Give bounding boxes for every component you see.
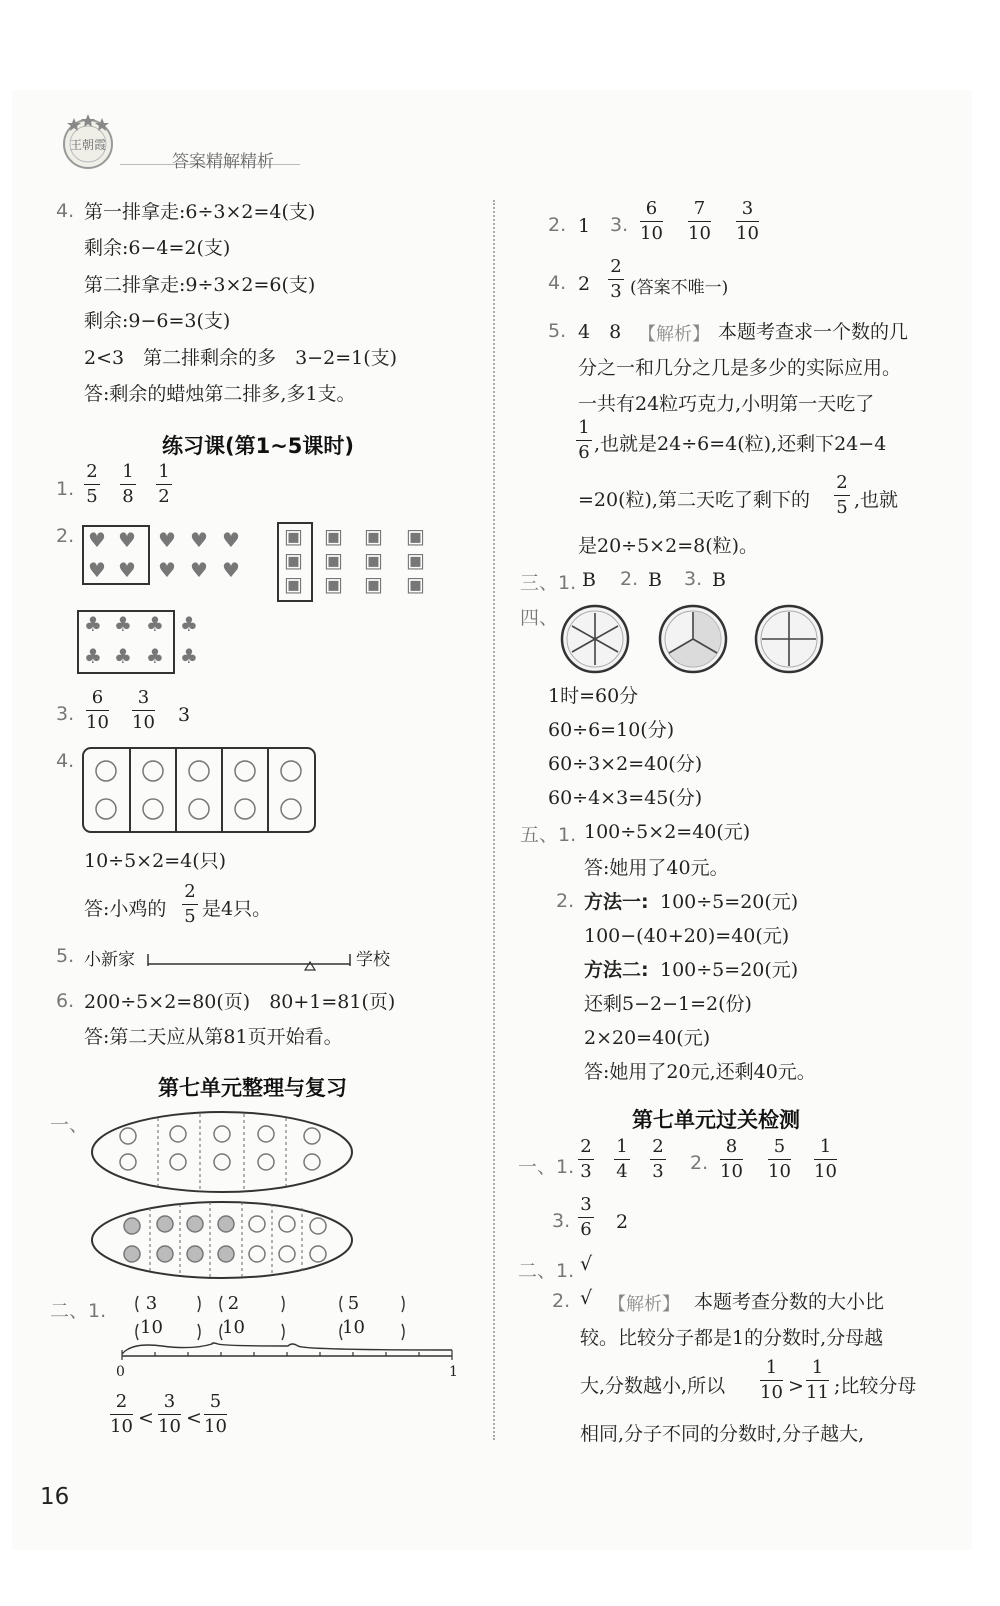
review-section-1: 一、 (50, 1114, 89, 1136)
check-tag: 【解析】 (608, 1294, 680, 1315)
r5-head: 4 8 (578, 321, 622, 343)
method-1-label: 方法一: (584, 891, 649, 913)
p4-answer-pre: 答:小鸡的 (84, 898, 167, 920)
check-mark-2: √ (580, 1287, 593, 1309)
axis-end-label: 1 (449, 1364, 458, 1380)
q4-line-4: 剩余:9−6=3(支) (84, 310, 231, 332)
check-frac-6: 1 10 (814, 1136, 837, 1182)
check-extra-3: 2 (616, 1211, 629, 1233)
cube-icon: ▣ (284, 572, 303, 596)
pineapple-icon: ♣ (84, 612, 102, 636)
p5-distance-line (146, 950, 352, 972)
check-para-3-post: ;比较分母 (834, 1375, 917, 1397)
check-title: 第七单元过关检测 (632, 1108, 800, 1132)
r-section-5-num-2: 2. (556, 890, 575, 912)
r5-line-6: 是20÷5×2=8(粒)。 (578, 535, 759, 557)
q4-number: 4. (56, 200, 75, 222)
r4-frac: 2 3 (608, 257, 624, 302)
r2-number: 2. (548, 214, 567, 236)
check-frac-1: 2 3 (578, 1137, 594, 1182)
strawberry-icon: ♥ (118, 558, 136, 582)
check-para-1: 本题考查分数的大小比 (694, 1291, 885, 1313)
check-para-3-pre: 大,分数越小,所以 (580, 1375, 726, 1397)
method-2-label: 方法二: (584, 959, 649, 981)
p5-number: 5. (56, 945, 75, 967)
column-divider (493, 200, 495, 1440)
pineapple-icon: ♣ (84, 644, 102, 668)
clock-icon (754, 604, 824, 674)
p2-number: 2. (56, 525, 75, 547)
check-frac-7: 3 6 (578, 1195, 594, 1240)
fruit-ellipse-figure (90, 1200, 354, 1280)
q4-line-3: 第二排拿走:9÷3×2=6(支) (84, 274, 316, 296)
header-title: 答案精解精析 (172, 152, 274, 172)
r-section-4-line-2: 60÷6=10(分) (548, 719, 675, 741)
r2-answer: 1 (578, 215, 591, 237)
r-section-4-label: 四、 (520, 607, 559, 629)
strawberry-icon: ♥ (118, 528, 136, 552)
blank-frac-1: 3 10 (140, 1293, 163, 1338)
p1-frac-2: 1 8 (120, 462, 136, 507)
check-frac-3: 2 3 (650, 1137, 666, 1182)
pineapple-icon: ♣ (114, 644, 132, 668)
compare-frac-3: 5 10 (204, 1391, 227, 1437)
r4-answer: 2 (578, 273, 591, 295)
r3-frac-3: 3 10 (736, 198, 759, 244)
cube-icon: ▣ (284, 524, 303, 548)
clock-icon (560, 604, 630, 674)
check-para-2: 较。比较分子都是1的分数时,分母越 (580, 1327, 884, 1349)
method-1-line-2: 100−(40+20)=40(元) (584, 925, 790, 947)
check-section-2-num-2: 2. (552, 1290, 571, 1312)
r-section-5-line-2: 答:她用了40元。 (584, 857, 729, 879)
chick-figure (82, 747, 316, 833)
practice-title: 练习课(第1~5课时) (162, 434, 355, 458)
p1-frac-3: 1 2 (156, 462, 172, 507)
strawberry-icon: ♥ (190, 558, 208, 582)
r3-number: 3. (610, 214, 629, 236)
check-frac-5: 5 10 (768, 1136, 791, 1182)
compare-lt-1: < (138, 1407, 154, 1429)
p5-from-label: 小新家 (84, 950, 135, 970)
check-section-2: 二、1. (518, 1260, 575, 1282)
q4-line-2: 剩余:6−4=2(支) (84, 237, 231, 259)
check-frac-4: 8 10 (720, 1136, 743, 1182)
p5-to-label: 学校 (356, 950, 390, 970)
r4-number: 4. (548, 272, 567, 294)
r5-line-4: ,也就是24÷6=4(粒),还剩下24−4 (594, 433, 887, 455)
p1-number: 1. (56, 478, 75, 500)
p3-frac-2: 3 10 (132, 687, 155, 733)
clock-icon (658, 604, 728, 674)
r5-tag: 【解析】 (638, 324, 710, 345)
method-2-line-3: 2×20=40(元) (584, 1027, 711, 1049)
p3-number: 3. (56, 703, 75, 725)
check-para-3-gt: > (788, 1375, 804, 1397)
method-2-line-4: 答:她用了20元,还剩40元。 (584, 1061, 816, 1083)
cube-icon: ▣ (284, 548, 303, 572)
check-num-2: 2. (690, 1152, 709, 1174)
r5-line-5-frac: 2 5 (834, 473, 850, 518)
pineapple-icon: ♣ (114, 612, 132, 636)
cube-icon: ▣ (364, 524, 383, 548)
compare-frac-2: 3 10 (158, 1391, 181, 1437)
strawberry-icon: ♥ (158, 528, 176, 552)
logo-seal-icon (48, 108, 128, 170)
check-section-1: 一、1. (518, 1156, 575, 1178)
r5-line-4-frac: 1 6 (576, 418, 592, 463)
r-section-3-n2: 2. (620, 568, 639, 590)
p4-number: 4. (56, 750, 75, 772)
r-section-3-label: 三、1. (520, 572, 577, 594)
r5-line-5-pre: =20(粒),第二天吃了剩下的 (578, 489, 810, 511)
r-section-3-a2: B (648, 569, 662, 591)
axis-start-label: 0 (116, 1364, 125, 1380)
p4-answer-frac: 2 5 (182, 882, 198, 927)
r3-frac-1: 6 10 (640, 198, 663, 244)
r-section-4-line-1: 1时=60分 (548, 685, 639, 707)
r-section-3-a3: B (712, 569, 726, 591)
p3-extra: 3 (178, 704, 191, 726)
basketball-ellipse-figure (90, 1110, 354, 1194)
cube-icon: ▣ (324, 524, 343, 548)
compare-frac-1: 2 10 (110, 1391, 133, 1437)
method-2-line-1: 100÷5=20(元) (660, 959, 799, 981)
r5-number: 5. (548, 320, 567, 342)
cube-icon: ▣ (324, 548, 343, 572)
cube-icon: ▣ (364, 548, 383, 572)
r4-note: (答案不唯一) (630, 278, 729, 298)
check-para-3-frac-1: 1 10 (760, 1357, 783, 1403)
r-section-5-line-1: 100÷5×2=40(元) (584, 821, 751, 843)
pineapple-icon: ♣ (180, 612, 198, 636)
r-section-3-n3: 3. (684, 568, 703, 590)
compare-lt-2: < (186, 1407, 202, 1429)
strawberry-icon: ♥ (222, 558, 240, 582)
p6-line-2: 答:第二天应从第81页开始看。 (84, 1026, 343, 1048)
cube-icon: ▣ (406, 572, 425, 596)
strawberry-icon: ♥ (158, 558, 176, 582)
blank-frac-3: 5 10 (342, 1293, 365, 1338)
review-title: 第七单元整理与复习 (158, 1076, 347, 1100)
r5-line-1: 本题考查求一个数的几 (718, 321, 909, 343)
check-para-3-frac-2: 1 11 (806, 1357, 829, 1403)
r-section-4-line-3: 60÷3×2=40(分) (548, 753, 703, 775)
q4-line-5: 2<3 第二排剩余的多 3−2=1(支) (84, 347, 398, 369)
cube-icon: ▣ (406, 524, 425, 548)
r5-line-5-post: ,也就 (854, 489, 899, 511)
check-mark-1: √ (580, 1253, 593, 1275)
pineapple-icon: ♣ (146, 612, 164, 636)
r-section-5-label: 五、1. (520, 824, 577, 846)
check-frac-2: 1 4 (614, 1137, 630, 1182)
r-section-3-a1: B (582, 569, 596, 591)
review-section-2: 二、1. (50, 1300, 107, 1322)
p6-line-1: 200÷5×2=80(页) 80+1=81(页) (84, 991, 396, 1013)
method-1-line-1: 100÷5=20(元) (660, 891, 799, 913)
strawberry-icon: ♥ (222, 528, 240, 552)
pineapple-icon: ♣ (180, 644, 198, 668)
q4-line-1: 第一排拿走:6÷3×2=4(支) (84, 201, 316, 223)
p6-number: 6. (56, 990, 75, 1012)
cube-icon: ▣ (364, 572, 383, 596)
strawberry-icon: ♥ (88, 528, 106, 552)
number-line (112, 1294, 462, 1368)
p3-frac-1: 6 10 (86, 687, 109, 733)
r5-line-2: 分之一和几分之几是多少的实际应用。 (578, 357, 902, 379)
strawberry-icon: ♥ (88, 558, 106, 582)
check-num-3: 3. (552, 1210, 571, 1232)
cube-icon: ▣ (324, 572, 343, 596)
method-2-line-2: 还剩5−2−1=2(份) (584, 993, 752, 1015)
r5-line-3: 一共有24粒巧克力,小明第一天吃了 (578, 393, 875, 415)
p4-answer-post: 是4只。 (202, 898, 272, 920)
r-section-4-line-4: 60÷4×3=45(分) (548, 787, 703, 809)
page-number: 16 (40, 1484, 70, 1510)
r3-frac-2: 7 10 (688, 198, 711, 244)
pineapple-icon: ♣ (146, 644, 164, 668)
q4-line-6: 答:剩余的蜡烛第二排多,多1支。 (84, 383, 356, 405)
blank-frac-2: 2 10 (222, 1293, 245, 1338)
strawberry-icon: ♥ (190, 528, 208, 552)
p4-line-1: 10÷5×2=4(只) (84, 850, 227, 872)
cube-icon: ▣ (406, 548, 425, 572)
check-para-4: 相同,分子不同的分数时,分子越大, (580, 1423, 865, 1445)
svg-text:王朝霞: 王朝霞 (69, 138, 107, 152)
p1-frac-1: 2 5 (84, 462, 100, 507)
